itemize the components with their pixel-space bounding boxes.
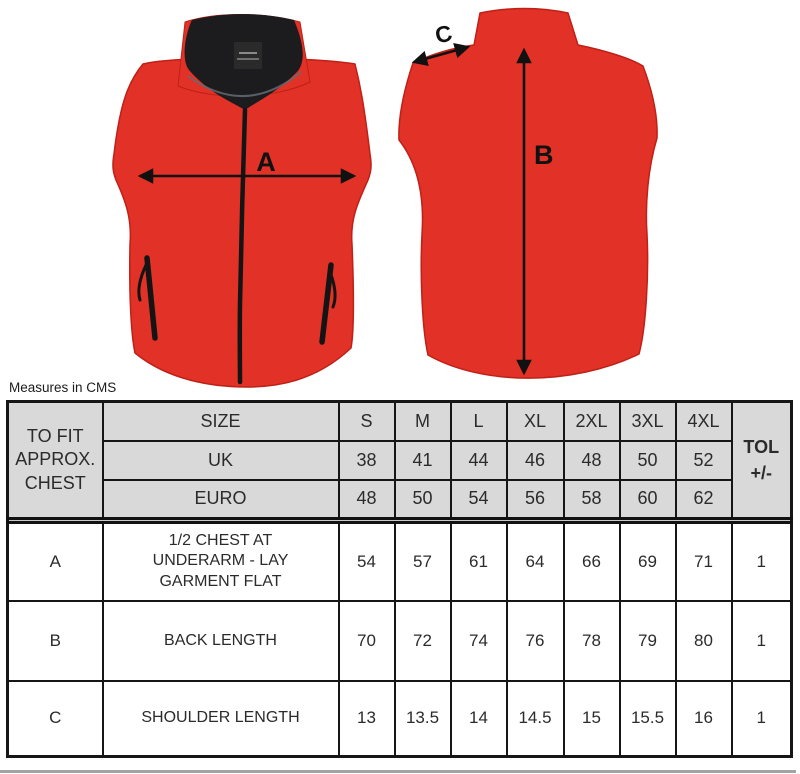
row-c-m: 13.5 [395,681,451,757]
tol-sign: +/- [750,463,772,483]
row-b-name-text: BACK LENGTH [164,631,277,649]
size-2xl: 2XL [564,402,620,441]
table-row-c [8,681,792,757]
measures-note: Measures in CMS [9,380,117,395]
row-c-xl: 14.5 [507,681,564,757]
row-c-3xl: 15.5 [620,681,676,757]
uk-s: 38 [339,441,395,480]
size-l: L [451,402,507,441]
row-a-xl: 64 [507,523,564,601]
row-c-tol: 1 [732,681,792,757]
size-xl: XL [507,402,564,441]
row-b-name [103,601,339,681]
row-a-2xl: 66 [564,523,620,601]
front-vest-illustration [100,4,380,389]
measure-label-c: C [432,19,455,49]
row-a-name-text: 1/2 CHEST AT UNDERARM - LAY GARMENT FLAT [152,531,289,591]
table-row-b [8,601,792,681]
row-a-name [103,523,339,601]
row-c-4xl: 16 [676,681,732,757]
row-b-l: 74 [451,601,507,681]
uk-2xl: 48 [564,441,620,480]
tol-label: TOL [743,436,780,457]
uk-xl: 46 [507,441,564,480]
size-3xl: 3XL [620,402,676,441]
euro-4xl: 62 [676,480,732,519]
size-m: M [395,402,451,441]
row-a-s: 54 [339,523,395,601]
row-a-m: 57 [395,523,451,601]
row-c-name-text: SHOULDER LENGTH [141,709,300,727]
row-a-code: A [8,523,103,601]
size-row-label: SIZE [103,402,339,441]
euro-m: 50 [395,480,451,519]
row-c-code: C [8,681,103,757]
row-a-4xl: 71 [676,523,732,601]
care-label [234,42,262,69]
size-table [6,400,793,758]
row-a-3xl: 69 [620,523,676,601]
bottom-edge-band [0,770,796,773]
size-s: S [339,402,395,441]
header-row-size [8,402,792,441]
row-c-2xl: 15 [564,681,620,757]
euro-3xl: 60 [620,480,676,519]
row-c-s: 13 [339,681,395,757]
uk-4xl: 52 [676,441,732,480]
header-row-uk [8,441,792,480]
uk-3xl: 50 [620,441,676,480]
uk-l: 44 [451,441,507,480]
uk-row-label: UK [103,441,339,480]
header-row-euro [8,480,792,519]
euro-l: 54 [451,480,507,519]
row-b-m: 72 [395,601,451,681]
measure-label-a: A [256,147,276,177]
row-b-xl: 76 [507,601,564,681]
fit-approx-chest-cell: TO FIT APPROX. CHEST [8,402,103,519]
tolerance-header-cell [732,402,792,519]
row-a-l: 61 [451,523,507,601]
row-c-name [103,681,339,757]
euro-s: 48 [339,480,395,519]
euro-xl: 56 [507,480,564,519]
back-vest-illustration [388,6,668,388]
table-row-a [8,523,792,601]
euro-2xl: 58 [564,480,620,519]
row-b-2xl: 78 [564,601,620,681]
row-b-3xl: 79 [620,601,676,681]
row-c-l: 14 [451,681,507,757]
measure-label-b: B [534,140,554,170]
row-b-tol: 1 [732,601,792,681]
euro-row-label: EURO [103,480,339,519]
row-b-4xl: 80 [676,601,732,681]
row-a-tol: 1 [732,523,792,601]
row-b-code: B [8,601,103,681]
back-vest-body [399,9,657,379]
row-b-s: 70 [339,601,395,681]
uk-m: 41 [395,441,451,480]
size-4xl: 4XL [676,402,732,441]
